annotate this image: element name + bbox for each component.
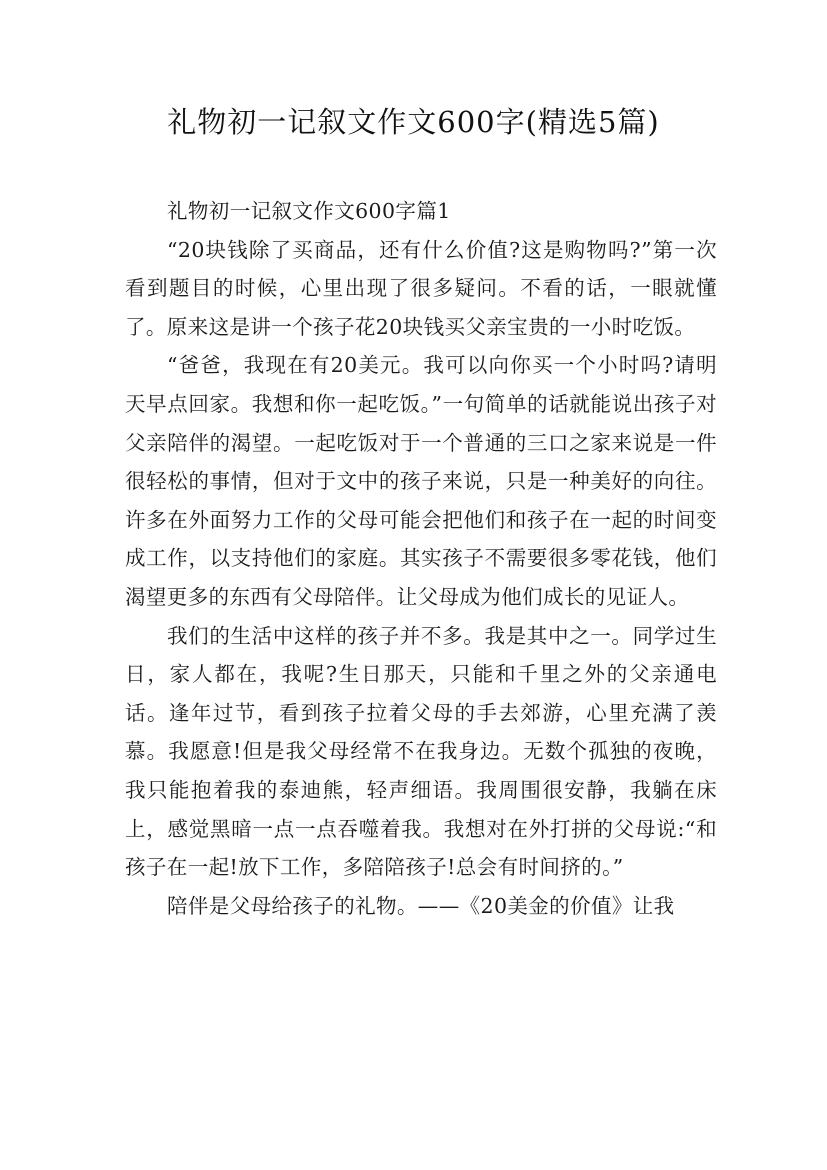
paragraph: 陪伴是父母给孩子的礼物。——《20美金的价值》让我: [167, 893, 675, 918]
document-body: [125, 192, 717, 925]
paragraph: “爸爸，我现在有20美元。我可以向你买一个小时吗?请明天早点回家。我想和你一起吃饭。”一句简单的话就能说出孩子对父亲陪伴的渴望。一起吃饭对于一个普通的三口之家来说是一件很轻松的事情，但对于文中的孩子来说，只是一种美好的向往。许多在外面努力工作的父母可能会把他们和孩子在一起的时间变成工作，以支持他们的家庭。其实孩子不需要很多零花钱，他们渴望更多的东西有父母陪伴。让父母成为他们成长的见证人。: [125, 353, 717, 609]
document-title: 礼物初一记叙文作文600字(精选5篇): [167, 105, 660, 139]
paragraph: 我们的生活中这样的孩子并不多。我是其中之一。同学过生日，家人都在，我呢?生日那天，只能和千里之外的父亲通电话。逢年过节，看到孩子拉着父母的手去郊游，心里充满了羡慕。我愿意!但是我父母经常不在我身边。无数个孤独的夜晚，我只能抱着我的泰迪熊，轻声细语。我周围很安静，我躺在床上，感觉黑暗一点一点吞噬着我。我想对在外打拼的父母说:“和孩子在一起!放下工作，多陪陪孩子!总会有时间挤的。”: [125, 623, 717, 880]
paragraph: “20块钱除了买商品，还有什么价值?这是购物吗?”第一次看到题目的时候，心里出现了很多疑问。不看的话，一眼就懂了。原来这是讲一个孩子花20块钱买父亲宝贵的一小时吃饭。: [125, 237, 717, 339]
section-heading: 礼物初一记叙文作文600字篇1: [167, 199, 451, 223]
